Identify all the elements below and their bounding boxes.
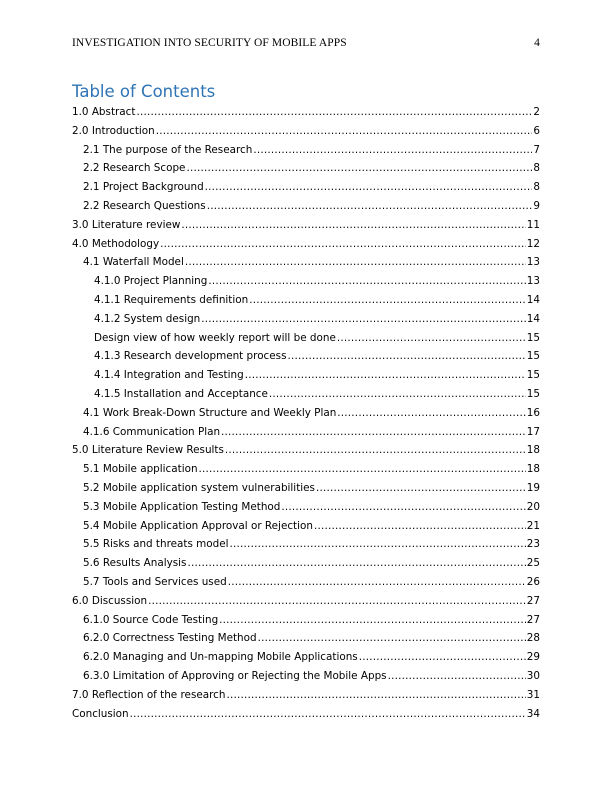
toc-entry-page[interactable]: 29 [526, 651, 540, 664]
toc-entry-page[interactable]: 25 [526, 557, 540, 570]
toc-dot-leader [230, 535, 526, 554]
toc-dot-leader [287, 347, 525, 366]
page-number: 4 [534, 37, 540, 49]
toc-entry-page[interactable]: 2 [533, 106, 540, 118]
toc-dot-leader [359, 648, 526, 667]
toc-entry-page[interactable]: 6 [533, 124, 540, 137]
toc-entry-label[interactable]: 5.5 Risks and threats model [83, 538, 229, 551]
toc-entry[interactable] [72, 178, 540, 197]
toc-entry-label[interactable]: 5.4 Mobile Application Approval or Rejection [83, 519, 313, 532]
toc-entry-page[interactable]: 30 [526, 669, 540, 682]
toc-entry[interactable] [72, 310, 540, 329]
toc-dot-leader [219, 611, 526, 630]
toc-entry-label[interactable]: 2.2 Research Questions [83, 199, 206, 212]
toc-entry-page[interactable]: 15 [526, 350, 540, 363]
toc-entry-page[interactable]: 11 [526, 218, 540, 231]
toc-dot-leader [249, 291, 526, 310]
toc-entry-page[interactable]: 34 [526, 707, 540, 720]
toc-entry-label[interactable]: 6.2.0 Correctness Testing Method [83, 632, 257, 645]
toc-entry[interactable] [72, 197, 540, 216]
toc-dot-leader [130, 705, 526, 724]
toc-dot-leader [205, 178, 533, 197]
toc-entry[interactable] [72, 404, 540, 423]
toc-entry[interactable] [72, 535, 540, 554]
toc-entry-label[interactable]: 4.1.5 Installation and Acceptance [94, 387, 268, 400]
running-title: INVESTIGATION INTO SECURITY OF MOBILE APPS [72, 37, 347, 49]
toc-entry-label[interactable]: 5.7 Tools and Services used [83, 575, 227, 588]
toc-entry-label[interactable]: 2.1 The purpose of the Research [83, 143, 253, 156]
toc-entry-label[interactable]: 2.2 Research Scope [83, 162, 186, 175]
toc-entry[interactable] [72, 460, 540, 479]
toc-dot-leader [245, 366, 526, 385]
toc-entry[interactable] [72, 667, 540, 686]
toc-entry-label[interactable]: 5.2 Mobile application system vulnerabilities [83, 481, 315, 494]
toc-entry[interactable] [72, 159, 540, 178]
toc-entry-label[interactable]: 4.1.0 Project Planning [94, 275, 208, 288]
toc-entry[interactable] [72, 592, 540, 611]
toc-dot-leader [337, 404, 525, 423]
toc-dot-leader [201, 310, 526, 329]
toc-entry-page[interactable]: 14 [526, 293, 540, 306]
toc-entry-label[interactable]: 4.1 Work Break-Down Structure and Weekly Plan [83, 406, 337, 419]
toc-dot-leader [226, 686, 525, 705]
toc-dot-leader [388, 667, 526, 686]
toc-dot-leader [185, 253, 526, 272]
toc-entry-page[interactable]: 19 [526, 481, 540, 494]
toc-entry-label[interactable]: 6.1.0 Source Code Testing [83, 613, 219, 626]
toc-entry-label[interactable]: 7.0 Reflection of the research [72, 688, 226, 701]
toc-entry-page[interactable]: 27 [526, 613, 540, 626]
toc-entry-label[interactable]: 4.1.4 Integration and Testing [94, 369, 244, 382]
toc-entry[interactable] [72, 329, 540, 348]
toc-entry-page[interactable]: 27 [526, 594, 540, 607]
toc-entry-label[interactable]: 3.0 Literature review [72, 218, 181, 231]
toc-dot-leader [136, 103, 532, 122]
toc-entry-page[interactable]: 18 [526, 463, 540, 476]
toc-entry-label[interactable]: 2.1 Project Background [83, 181, 204, 194]
toc-entry-page[interactable]: 12 [526, 237, 540, 250]
toc-entry-label[interactable]: Design view of how weekly report will be done [94, 331, 336, 344]
toc-entry-label[interactable]: 2.0 Introduction [72, 124, 155, 137]
toc-entry[interactable] [72, 347, 540, 366]
toc-dot-leader [208, 272, 525, 291]
toc-entry[interactable] [72, 686, 540, 705]
toc-dot-leader [181, 216, 525, 235]
toc-entry-page[interactable]: 9 [533, 199, 540, 212]
toc-entry-page[interactable]: 8 [533, 162, 540, 175]
toc-dot-leader [337, 329, 526, 348]
toc-entry-label[interactable]: 6.2.0 Managing and Un-mapping Mobile Applications [83, 651, 358, 664]
toc-entry[interactable] [72, 272, 540, 291]
toc-entry-page[interactable]: 17 [526, 425, 540, 438]
toc-entry-label[interactable]: 4.1 Waterfall Model [83, 256, 184, 269]
toc-entry[interactable] [72, 423, 540, 442]
toc-entry[interactable] [72, 253, 540, 272]
toc-entry-label[interactable]: 5.3 Mobile Application Testing Method [83, 500, 281, 513]
toc-entry-page[interactable]: 7 [533, 143, 540, 156]
toc-entry[interactable] [72, 498, 540, 517]
toc-entry-page[interactable]: 28 [526, 632, 540, 645]
toc-dot-leader [258, 629, 526, 648]
toc-entry-label[interactable]: 6.0 Discussion [72, 594, 148, 607]
toc-entry[interactable] [72, 441, 540, 460]
toc-entry-page[interactable]: 15 [526, 387, 540, 400]
toc-entry[interactable] [72, 141, 540, 160]
toc-dot-leader [269, 385, 526, 404]
toc-heading: Table of Contents [72, 82, 216, 101]
toc-entry[interactable] [72, 554, 540, 573]
toc-entry-label[interactable]: 5.1 Mobile application [83, 463, 198, 476]
toc-entry[interactable] [72, 103, 540, 122]
toc-entry[interactable] [72, 705, 540, 724]
toc-entry-page[interactable]: 8 [533, 181, 540, 194]
toc-entry-label[interactable]: 4.1.3 Research development process [94, 350, 287, 363]
toc-entry[interactable] [72, 366, 540, 385]
toc-entry[interactable] [72, 479, 540, 498]
toc-entry-label[interactable]: 4.1.2 System design [94, 312, 201, 325]
toc-entry-page[interactable]: 15 [526, 369, 540, 382]
toc-entry-label[interactable]: 6.3.0 Limitation of Approving or Rejecting the Mobile Apps [83, 669, 387, 682]
toc-entry-page[interactable]: 13 [526, 256, 540, 269]
toc-entry-page[interactable]: 18 [526, 444, 540, 457]
table-of-contents [72, 103, 540, 723]
toc-dot-leader [316, 479, 526, 498]
toc-entry-page[interactable]: 31 [526, 688, 540, 701]
toc-dot-leader [228, 573, 526, 592]
toc-entry-label[interactable]: 1.0 Abstract [72, 106, 136, 118]
toc-dot-leader [314, 517, 526, 536]
toc-entry-label[interactable]: 5.0 Literature Review Results [72, 444, 224, 457]
toc-dot-leader [207, 197, 533, 216]
toc-entry-page[interactable]: 21 [526, 519, 540, 532]
toc-dot-leader [225, 441, 526, 460]
toc-entry-page[interactable]: 26 [526, 575, 540, 588]
toc-dot-leader [281, 498, 525, 517]
toc-entry[interactable] [72, 122, 540, 141]
toc-dot-leader [156, 122, 533, 141]
toc-dot-leader [221, 423, 526, 442]
toc-dot-leader [187, 554, 525, 573]
toc-entry-label[interactable]: Conclusion [72, 707, 129, 720]
toc-entry[interactable] [72, 517, 540, 536]
toc-entry[interactable] [72, 629, 540, 648]
toc-dot-leader [160, 235, 526, 254]
toc-entry-page[interactable]: 15 [526, 331, 540, 344]
toc-dot-leader [186, 159, 532, 178]
toc-entry-label[interactable]: 4.1.6 Communication Plan [83, 425, 221, 438]
toc-entry-page[interactable]: 16 [526, 406, 540, 419]
toc-dot-leader [253, 141, 532, 160]
toc-entry-label[interactable]: 5.6 Results Analysis [83, 557, 187, 570]
toc-entry-page[interactable]: 20 [526, 500, 540, 513]
toc-dot-leader [148, 592, 526, 611]
toc-entry[interactable] [72, 611, 540, 630]
toc-dot-leader [199, 460, 526, 479]
toc-entry[interactable] [72, 385, 540, 404]
toc-entry[interactable] [72, 216, 540, 235]
toc-entry[interactable] [72, 235, 540, 254]
toc-entry-label[interactable]: 4.1.1 Requirements definition [94, 293, 249, 306]
running-header [72, 37, 540, 51]
toc-entry-page[interactable]: 23 [526, 538, 540, 551]
toc-entry-page[interactable]: 13 [526, 275, 540, 288]
toc-entry[interactable] [72, 573, 540, 592]
toc-entry-label[interactable]: 4.0 Methodology [72, 237, 160, 250]
toc-entry[interactable] [72, 291, 540, 310]
toc-entry[interactable] [72, 648, 540, 667]
toc-entry-page[interactable]: 14 [526, 312, 540, 325]
